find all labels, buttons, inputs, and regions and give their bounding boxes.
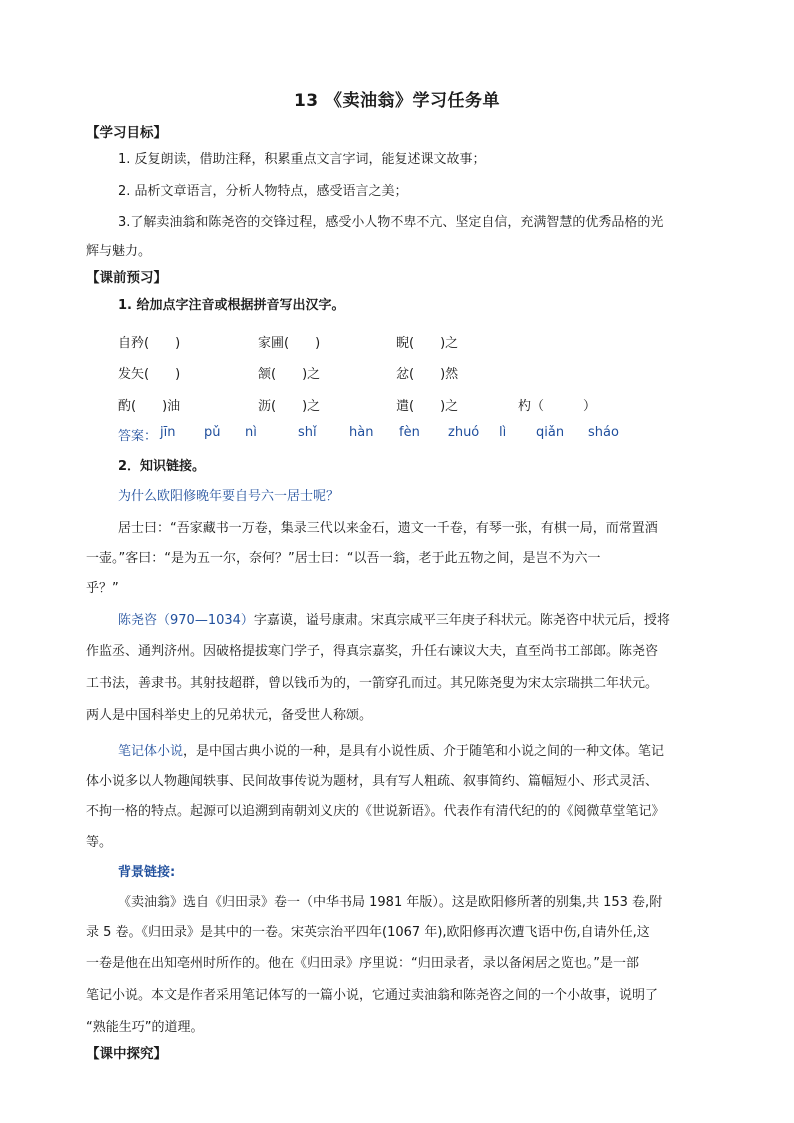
background-heading: 背景链接: [118,865,176,880]
chen-text: 字嘉谟，谥号康肃。宋真宗咸平三年庚子科状元。陈尧咨中状元后，授将 [253,613,670,628]
answer-item: hàn [349,425,374,440]
biji-line: 等。 [86,835,113,850]
background-line: 一卷是他在出知亳州时所作的。他在《归田录》序里说：“归田录者，录以备闲居之览也。”是一部 [86,956,639,971]
answer-item: qiǎn [536,425,565,440]
biji-line: 体小说多以人物趣闻轶事、民间故事传说为题材，具有写人粗疏、叙事简约、篇幅短小、形式灵活、 [86,774,659,789]
background-line: 录 5 卷。《归田录》是其中的一卷。宋英宗治平四年(1067 年),欧阳修再次遭飞语中伤,自请外任,这 [86,925,650,940]
answer-item: shǐ [298,425,317,440]
answer-item: zhuó [448,425,480,440]
answer-item: fèn [399,425,420,440]
preview-heading: 【课前预习】 [86,270,167,286]
answer-item: pǔ [204,425,221,440]
word-item: 颔( )之 [258,367,321,382]
word-item: 酌( )油 [118,399,181,414]
background-line: “熟能生巧”的道理。 [86,1020,204,1035]
biji-line-1 [118,740,664,759]
answer-label: 答案： [118,429,158,444]
page-title: 13 《卖油翁》学习任务单 [293,91,501,111]
goal-3: 3.了解卖油翁和陈尧咨的交锋过程，感受小人物不卑不亢、坚定自信，充满智慧的优秀品格的光 [118,215,664,230]
biji-text: ，是中国古典小说的一种，是具有小说性质、介于随笔和小说之间的一种文体。笔记 [183,744,665,759]
chen-line-1 [118,609,670,628]
goal-2: 2. 品析文章语言，分析人物特点，感受语言之美； [118,184,408,199]
word-item: 沥( )之 [258,399,321,414]
preview-question-1: 1. 给加点字注音或根据拼音写出汉字。 [118,298,345,313]
word-item: 杓（ ） [518,399,597,414]
chen-line: 工书法，善隶书。其射技超群，曾以钱币为的，一箭穿孔而过。其兄陈尧叟为宋太宗瑞拱二年状元。 [86,676,659,691]
chen-name: 陈尧咨（970—1034） [118,613,254,628]
answer-item: jīn [160,425,176,440]
background-line: 笔记小说。本文是作者采用笔记体写的一篇小说，它通过卖油翁和陈尧咨之间的一个小故事，说明了 [86,988,659,1003]
quote-line: 居士曰：“吾家藏书一万卷，集录三代以来金石，遗文一千卷，有琴一张，有棋一局，而常置酒 [118,521,658,536]
chen-line: 作监丞、通判济州。因破格提拔寒门学子，得真宗嘉奖，升任右谏议大夫，直至尚书工部郎。陈尧咨 [86,644,659,659]
answer-item: nì [245,425,257,440]
word-item: 自矜( ) [118,336,181,351]
chen-line: 两人是中国科举史上的兄弟状元，备受世人称颂。 [86,708,373,723]
answer-item: lì [499,425,507,440]
background-line: 《卖油翁》选自《归田录》卷一（中华书局 1981 年版）。这是欧阳修所著的别集,共 153 卷,附 [118,895,663,910]
goal-3-cont: 辉与魅力。 [86,244,152,259]
word-item: 发矢( ) [118,367,181,382]
preview-question-2: 2．知识链接。 [118,459,206,474]
goals-heading: 【学习目标】 [86,125,167,141]
word-item: 遣( )之 [396,399,459,414]
word-item: 睨( )之 [396,336,459,351]
word-item: 家圃( ) [258,336,321,351]
link-question: 为什么欧阳修晚年要自号六一居士呢？ [118,489,340,504]
biji-line: 不拘一格的特点。起源可以追溯到南朝刘义庆的《世说新语》。代表作有清代纪的的《阅微草堂笔记》 [86,804,665,819]
explore-heading: 【课中探究】 [86,1046,167,1062]
quote-line: 一壶。”客曰：“是为五一尔，奈何？”居士曰：“以吾一翁，老于此五物之间，是岂不为六一 [86,551,601,566]
goal-1: 1. 反复朗读，借助注释，积累重点文言字词，能复述课文故事； [118,152,486,167]
answer-item: sháo [588,425,619,440]
quote-line: 乎？” [86,581,119,596]
biji-name: 笔记体小说 [118,744,184,759]
word-item: 忿( )然 [396,367,459,382]
